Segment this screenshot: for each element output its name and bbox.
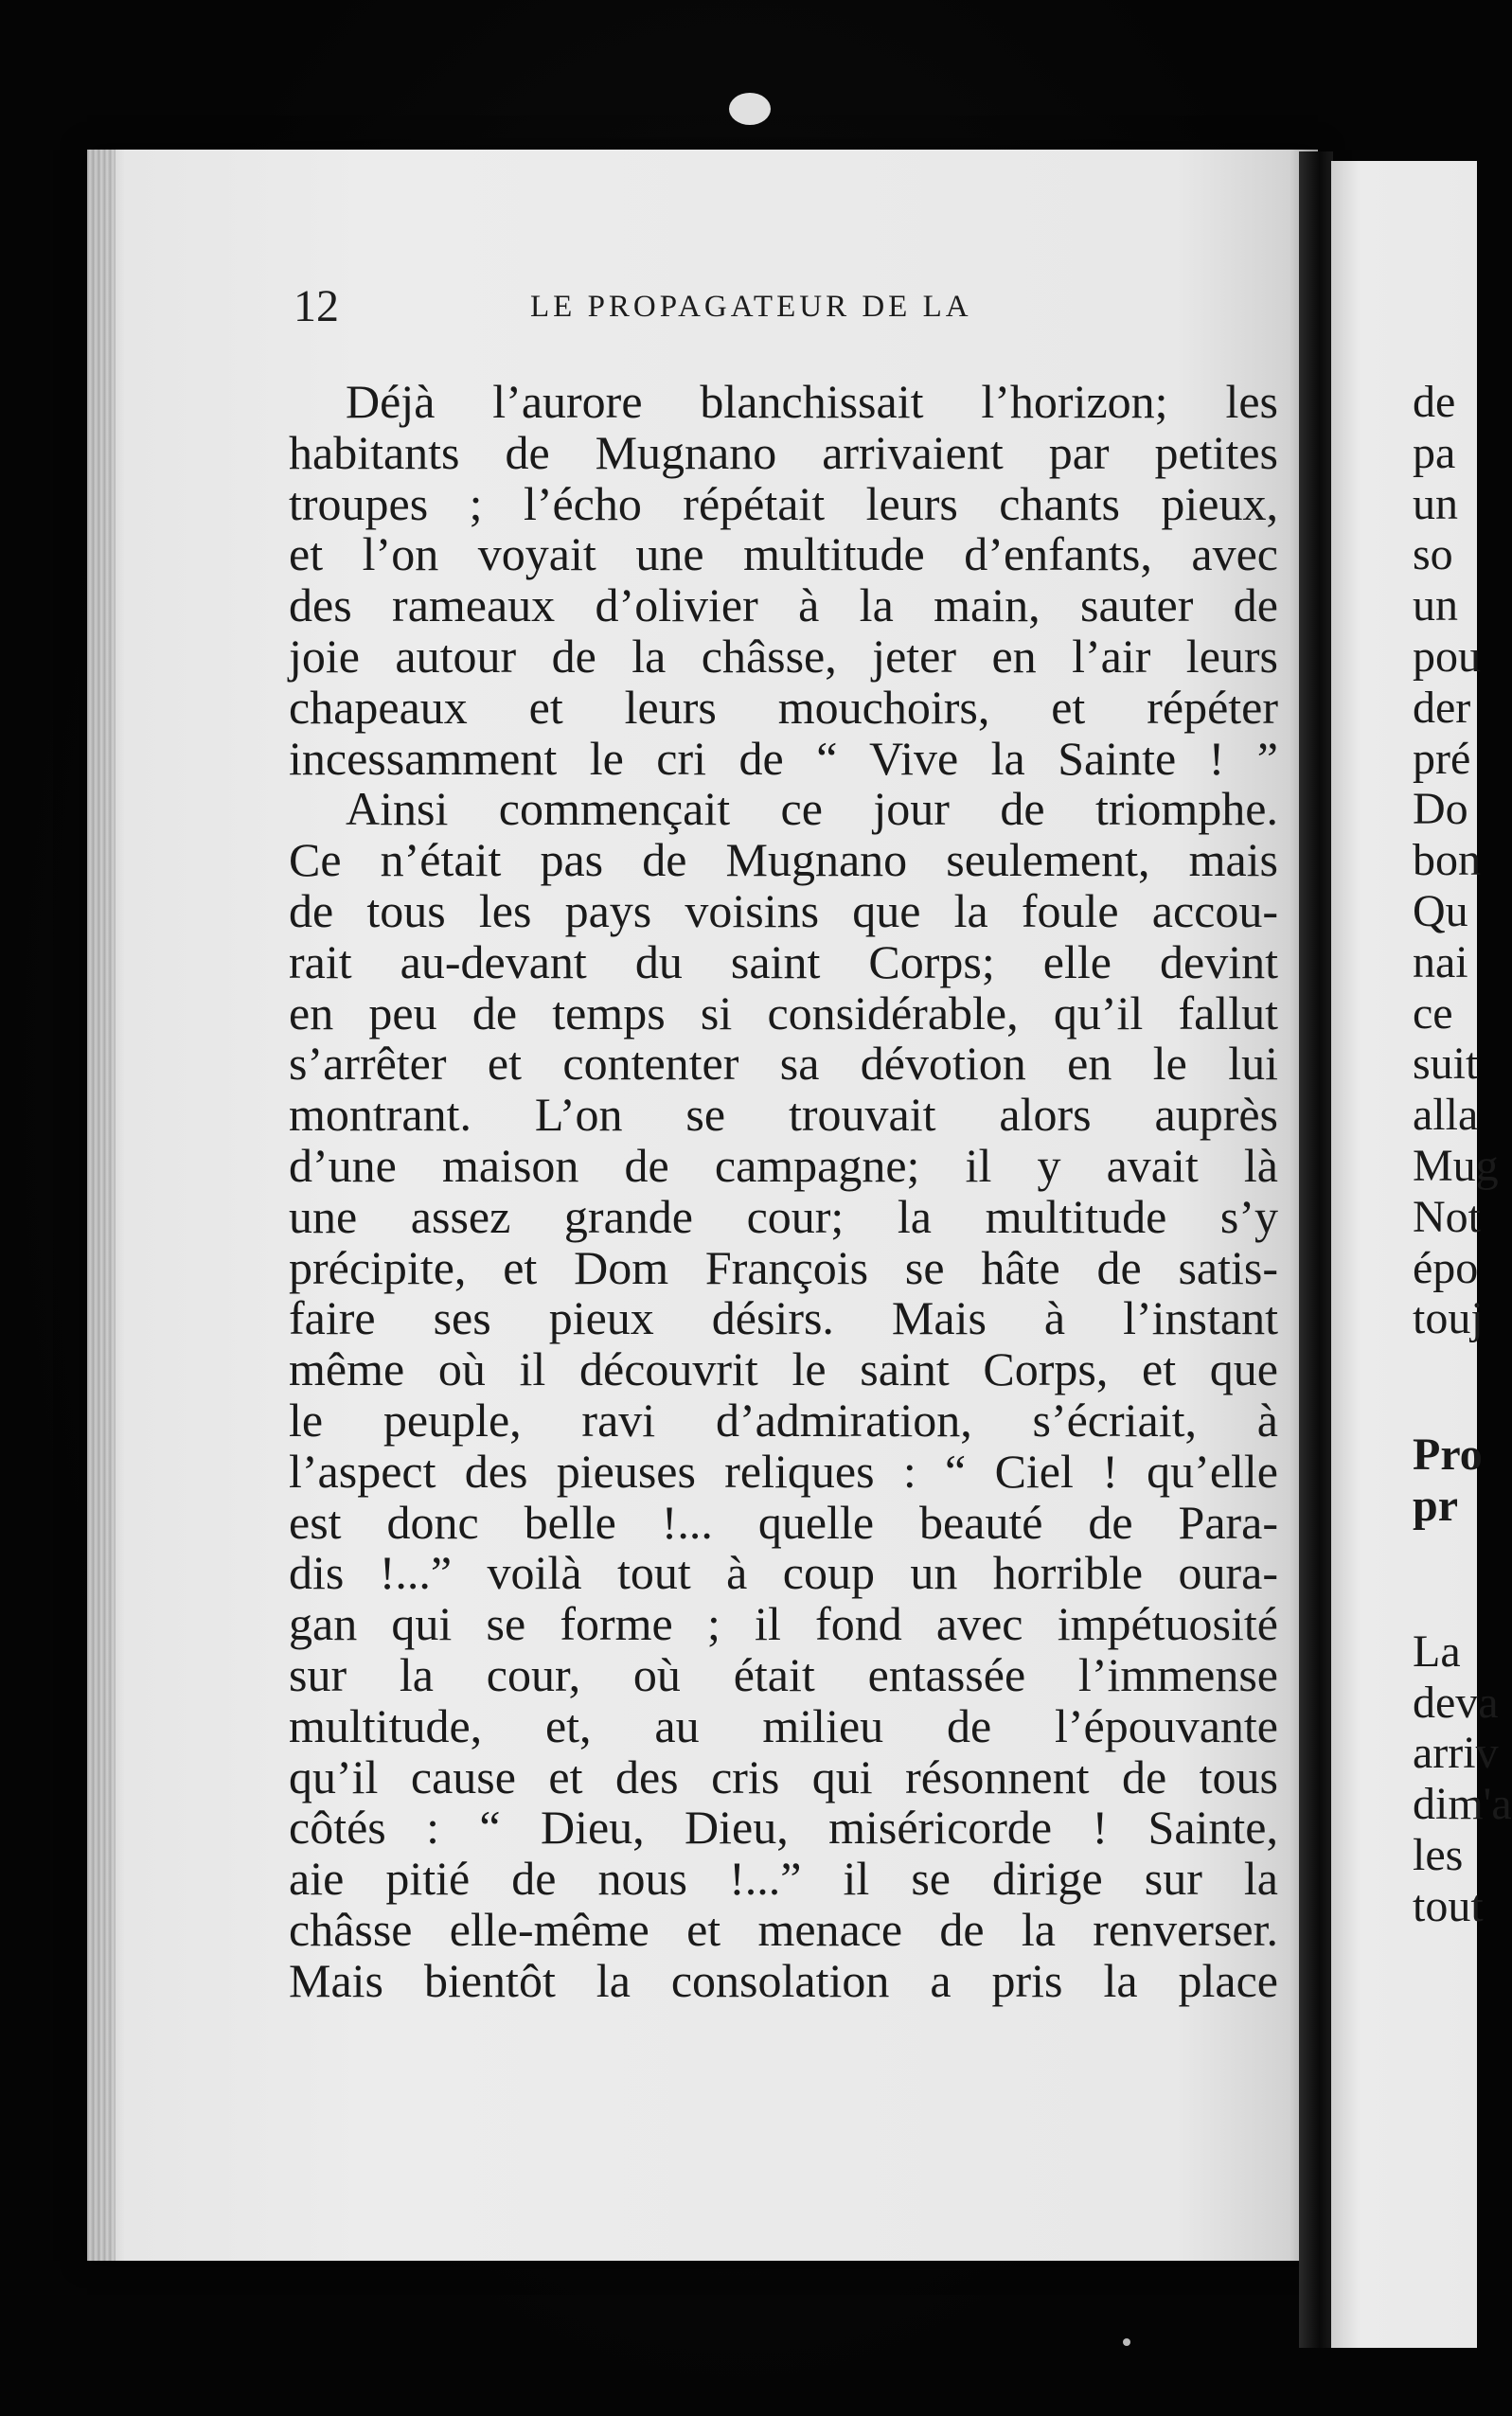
facing-heading-fragment: Pro	[1413, 1430, 1483, 1481]
facing-spacer	[1413, 1344, 1479, 1430]
text-line: habitants de Mugnano arrivaient par petites	[289, 425, 1278, 479]
facing-text-fragment: so	[1413, 529, 1453, 580]
text-line: d’une maison de campagne; il y avait là	[289, 1138, 1278, 1192]
facing-text-fragment: der	[1413, 682, 1471, 733]
facing-text-fragment: arriv	[1413, 1728, 1499, 1779]
text-line: est donc belle !... quelle beauté de Para-	[289, 1495, 1278, 1549]
text-line: et l’on voyait une multitude d’enfants, avec	[289, 527, 1278, 581]
text-line: sur la cour, où était entassée l’immense	[289, 1647, 1278, 1701]
text-line: dis !...” voilà tout à coup un horrible oura-	[289, 1546, 1278, 1600]
facing-text-fragment: ce	[1413, 987, 1453, 1039]
facing-text-fragment: La	[1413, 1625, 1461, 1677]
facing-text-fragment: pou	[1413, 631, 1481, 682]
facing-text-fragment: un	[1413, 478, 1458, 529]
facing-heading-fragment: pr	[1413, 1480, 1458, 1531]
page-header	[294, 280, 1259, 337]
facing-text-fragment: suit	[1413, 1039, 1479, 1090]
text-line: incessamment le cri de “ Vive la Sainte ! ”	[289, 731, 1278, 785]
text-line: précipite, et Dom François se hâte de satis-	[289, 1240, 1278, 1294]
text-line: multitude, et, au milieu de l’épouvante	[289, 1698, 1278, 1752]
running-head: LE PROPAGATEUR DE LA	[530, 290, 972, 324]
facing-page-text	[1413, 377, 1512, 1932]
facing-text-fragment: alla	[1413, 1090, 1479, 1141]
text-line: côtés : “ Dieu, Dieu, miséricorde ! Sainte,	[289, 1801, 1278, 1855]
facing-text-fragment: Mug	[1413, 1140, 1499, 1191]
text-line: Mais bientôt la consolation a pris la place	[289, 1953, 1278, 2007]
dust-speck	[729, 93, 771, 125]
facing-text-fragment: bon	[1413, 835, 1481, 886]
text-line: montrant. L’on se trouvait alors auprès	[289, 1088, 1278, 1142]
text-line: gan qui se forme ; il fond avec impétuosité	[289, 1597, 1278, 1651]
text-line: Ainsi commençait ce jour de triomphe.	[346, 782, 1278, 836]
text-line: l’aspect des pieuses reliques : “ Ciel ! qu’elle	[289, 1444, 1278, 1498]
text-line: joie autour de la châsse, jeter en l’air leurs	[289, 629, 1278, 683]
text-line: aie pitié de nous !...” il se dirige sur la	[289, 1852, 1278, 1906]
text-line: faire ses pieux désirs. Mais à l’instant	[289, 1291, 1278, 1345]
facing-text-fragment: Qu	[1413, 885, 1468, 936]
book-gutter	[1299, 151, 1333, 2348]
facing-text-fragment: pa	[1413, 427, 1456, 478]
facing-text-fragment: deva	[1413, 1677, 1499, 1728]
facing-text-fragment: pré	[1413, 733, 1471, 784]
text-line: le peuple, ravi d’admiration, s’écriait, à	[289, 1393, 1278, 1447]
facing-text-fragment: nai	[1413, 936, 1468, 987]
text-line: qu’il cause et des cris qui résonnent de tous	[289, 1750, 1278, 1803]
text-line: châsse elle-même et menace de la renverser.	[289, 1902, 1278, 1956]
facing-text-fragment: touj	[1413, 1293, 1484, 1344]
body-text	[289, 377, 1278, 2007]
text-line: une assez grande cour; la multitude s’y	[289, 1189, 1278, 1243]
facing-text-fragment: Not	[1413, 1191, 1481, 1242]
page-number: 12	[294, 281, 339, 331]
text-line: rait au-devant du saint Corps; elle devint	[289, 934, 1278, 988]
text-line: de tous les pays voisins que la foule accou-	[289, 883, 1278, 937]
facing-text-fragment: épo	[1413, 1242, 1479, 1293]
facing-text-fragment: Do	[1413, 784, 1468, 835]
facing-text-fragment: dim'a	[1413, 1779, 1512, 1830]
facing-text-fragment: de	[1413, 377, 1456, 427]
facing-text-fragment: les	[1413, 1829, 1464, 1880]
text-line: s’arrêter et contenter sa dévotion en le lui	[289, 1037, 1278, 1091]
dust-speck	[1123, 2338, 1130, 2346]
text-line: des rameaux d’olivier à la main, sauter de	[289, 578, 1278, 632]
text-line: Ce n’était pas de Mugnano seulement, mais	[289, 833, 1278, 887]
text-line: troupes ; l’écho répétait leurs chants pieux,	[289, 476, 1278, 530]
text-line: en peu de temps si considérable, qu’il fallut	[289, 986, 1278, 1039]
text-line: Déjà l’aurore blanchissait l’horizon; les	[346, 375, 1278, 428]
facing-text-fragment: un	[1413, 580, 1458, 631]
facing-text-fragment: tout	[1413, 1880, 1484, 1931]
text-line: chapeaux et leurs mouchoirs, et répéter	[289, 680, 1278, 734]
facing-spacer	[1413, 1532, 1479, 1626]
text-line: même où il découvrit le saint Corps, et que	[289, 1342, 1278, 1396]
